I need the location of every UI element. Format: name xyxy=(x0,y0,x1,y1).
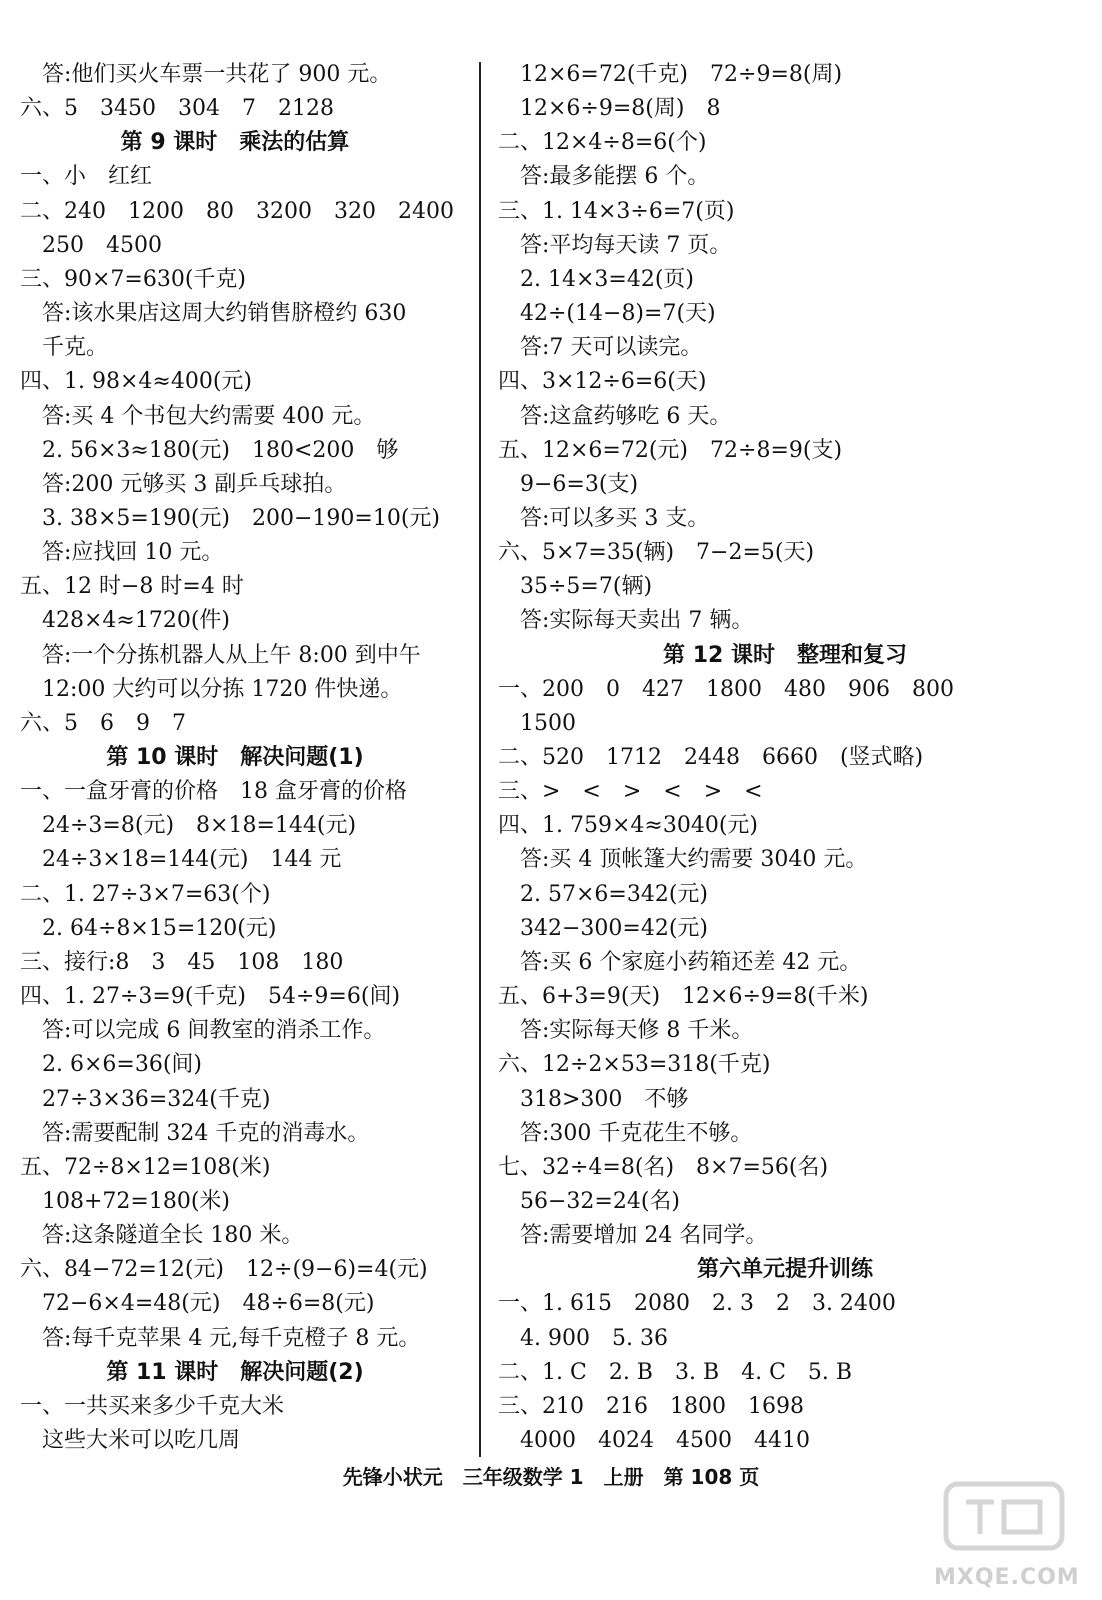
page-footer: 先锋小状元 三年级数学 1 上册 第 108 页 xyxy=(342,1465,760,1489)
answer-line: 三、1. 14×3÷6=7(页) xyxy=(498,198,735,224)
answer-line: 318>300 不够 xyxy=(498,1086,689,1112)
answer-line: 答:可以完成 6 间教室的消杀工作。 xyxy=(20,1018,386,1044)
answer-line: 250 4500 xyxy=(20,232,162,258)
answer-line: 2. 6×6=36(间) xyxy=(20,1052,203,1078)
answer-line: 12×6=72(千克) 72÷9=8(周) xyxy=(498,62,843,87)
answer-line: 72−6×4=48(元) 48÷6=8(元) xyxy=(20,1291,375,1317)
answer-line: 二、12×4÷8=6(个) xyxy=(498,130,707,156)
answer-line: 答:200 元够买 3 副乒乓球拍。 xyxy=(20,471,347,497)
answer-line: 一、一盒牙膏的价格 18 盒牙膏的价格 xyxy=(20,779,407,805)
answer-line: 千克。 xyxy=(20,335,109,361)
answer-line: 四、1. 27÷3=9(千克) 54÷9=6(间) xyxy=(20,984,401,1010)
answer-line: 2. 64÷8×15=120(元) xyxy=(20,915,277,941)
answer-line: 六、12÷2×53=318(千克) xyxy=(498,1052,771,1078)
answer-line: 一、200 0 427 1800 480 906 800 xyxy=(498,676,954,702)
answer-line: 12:00 大约可以分拣 1720 件快递。 xyxy=(20,676,403,702)
answer-line: 答:每千克苹果 4 元,每千克橙子 8 元。 xyxy=(20,1325,421,1351)
section-heading: 第六单元提升训练 xyxy=(696,1257,873,1283)
column-divider xyxy=(479,62,481,1457)
answer-line: 四、3×12÷6=6(天) xyxy=(498,369,707,395)
answer-line: 24÷3×18=144(元) 144 元 xyxy=(20,847,342,873)
answer-line: 答:买 4 顶帐篷大约需要 3040 元。 xyxy=(498,847,868,873)
answer-line: 答:应找回 10 元。 xyxy=(20,540,224,566)
answer-line: 一、1. 615 2080 2. 3 2 3. 2400 xyxy=(498,1291,896,1317)
answer-line: 二、520 1712 2448 6660 (竖式略) xyxy=(498,745,924,770)
answer-line: 二、240 1200 80 3200 320 2400 xyxy=(20,198,454,224)
answer-line: 六、5 3450 304 7 2128 xyxy=(20,96,334,122)
answer-line: 答:平均每天读 7 页。 xyxy=(498,232,732,258)
watermark-logo xyxy=(934,1478,1080,1590)
answer-line: 342−300=42(元) xyxy=(498,915,709,941)
answer-line: 56−32=24(名) xyxy=(498,1188,681,1214)
section-heading: 第 12 课时 整理和复习 xyxy=(663,642,907,668)
answer-line: 24÷3=8(元) 8×18=144(元) xyxy=(20,813,357,839)
answer-line: 答:可以多买 3 支。 xyxy=(498,505,710,531)
answer-line: 答:实际每天卖出 7 辆。 xyxy=(498,608,754,634)
answer-line: 4000 4024 4500 4410 xyxy=(498,1428,810,1453)
answer-line: 五、6+3=9(天) 12×6÷9=8(千米) xyxy=(498,984,869,1010)
answer-line: 428×4≈1720(件) xyxy=(20,608,231,634)
answer-line: 答:这盒药够吃 6 天。 xyxy=(498,403,732,429)
answer-line: 2. 14×3=42(页) xyxy=(498,266,695,292)
answer-line: 这些大米可以吃几周 xyxy=(20,1428,241,1453)
answer-line: 二、1. 27÷3×7=63(个) xyxy=(20,881,271,907)
watermark-text: MXQE.COM xyxy=(934,1565,1080,1590)
answer-line: 六、5×7=35(辆) 7−2=5(天) xyxy=(498,540,815,566)
answer-line: 六、84−72=12(元) 12÷(9−6)=4(元) xyxy=(20,1257,428,1283)
answer-line: 四、1. 759×4≈3040(元) xyxy=(498,813,758,839)
answer-line: 四、1. 98×4≈400(元) xyxy=(20,369,252,395)
answer-line: 六、5 6 9 7 xyxy=(20,710,186,736)
answer-line: 答:实际每天修 8 千米。 xyxy=(498,1018,754,1044)
answer-line: 答:需要增加 24 名同学。 xyxy=(498,1223,768,1249)
section-heading: 第 10 课时 解决问题(1) xyxy=(106,745,364,770)
answer-line: 三、210 216 1800 1698 xyxy=(498,1393,804,1419)
answer-line: 答:最多能摆 6 个。 xyxy=(498,164,710,190)
answer-line: 42÷(14−8)=7(天) xyxy=(498,301,716,327)
answer-line: 五、12 时−8 时=4 时 xyxy=(20,574,244,600)
section-heading: 第 9 课时 乘法的估算 xyxy=(120,130,350,156)
answer-line: 27÷3×36=324(千克) xyxy=(20,1086,271,1112)
answer-line: 三、> < > < > < xyxy=(498,779,763,805)
answer-line: 一、一共买来多少千克大米 xyxy=(20,1393,285,1419)
answer-line: 七、32÷4=8(名) 8×7=56(名) xyxy=(498,1154,829,1180)
answer-line: 答:该水果店这周大约销售脐橙约 630 xyxy=(20,301,407,327)
watermark-icon xyxy=(942,1478,1066,1558)
answer-line: 2. 57×6=342(元) xyxy=(498,881,708,907)
answer-line: 答:7 天可以读完。 xyxy=(498,335,703,361)
answer-line: 答:买 6 个家庭小药箱还差 42 元。 xyxy=(498,949,862,975)
answer-line: 答:300 千克花生不够。 xyxy=(498,1120,753,1146)
answer-line: 二、1. C 2. B 3. B 4. C 5. B xyxy=(498,1359,853,1385)
answer-line: 答:这条隧道全长 180 米。 xyxy=(20,1223,304,1249)
answer-line: 答:一个分拣机器人从上午 8:00 到中午 xyxy=(20,642,421,668)
answer-line: 五、72÷8×12=108(米) xyxy=(20,1154,271,1180)
answer-line: 4. 900 5. 36 xyxy=(498,1325,668,1351)
answer-line: 12×6÷9=8(周) 8 xyxy=(498,96,721,122)
answer-line: 五、12×6=72(元) 72÷8=9(支) xyxy=(498,437,843,463)
answer-line: 答:需要配制 324 千克的消毒水。 xyxy=(20,1120,370,1146)
section-heading: 第 11 课时 解决问题(2) xyxy=(106,1359,364,1385)
answer-line: 三、90×7=630(千克) xyxy=(20,266,247,292)
answer-line: 三、接行:8 3 45 108 180 xyxy=(20,949,344,975)
answer-line: 108+72=180(米) xyxy=(20,1188,231,1214)
answer-line: 答:买 4 个书包大约需要 400 元。 xyxy=(20,403,376,429)
answer-line: 一、小 红红 xyxy=(20,164,153,190)
answer-line: 9−6=3(支) xyxy=(498,471,639,497)
answer-line: 2. 56×3≈180(元) 180<200 够 xyxy=(20,437,399,463)
answer-line: 答:他们买火车票一共花了 900 元。 xyxy=(20,62,392,87)
answer-line: 35÷5=7(辆) xyxy=(498,574,653,600)
answer-line: 3. 38×5=190(元) 200−190=10(元) xyxy=(20,505,441,531)
answer-line: 1500 xyxy=(498,710,576,736)
